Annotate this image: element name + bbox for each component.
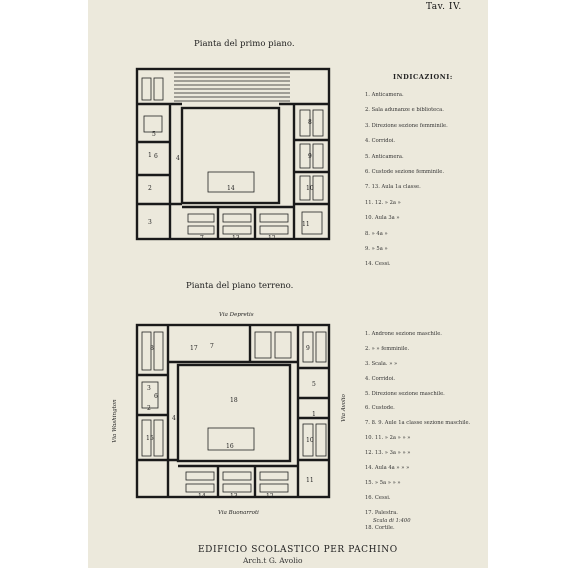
legend-item: 6. Custode sezione femminile. bbox=[365, 168, 444, 175]
legend-item: 5. Direzione sezione maschile. bbox=[365, 390, 445, 397]
street-right: Via Avolio bbox=[341, 394, 347, 422]
room-number-7-ground: 7 bbox=[210, 343, 214, 350]
legend-item: 8. » 4a » bbox=[365, 230, 388, 237]
room-number-2-ground: 2 bbox=[147, 405, 151, 412]
room-number-8-first: 8 bbox=[308, 119, 312, 126]
legend-item: 4. Corridoi. bbox=[365, 375, 396, 382]
street-bottom: Via Buonarroti bbox=[218, 510, 259, 516]
first-floor-room-numbers bbox=[148, 119, 314, 242]
ground-floor-plan bbox=[130, 320, 335, 505]
room-number-5-ground: 5 bbox=[312, 381, 316, 388]
ground-floor-title: Pianta del piano terreno. bbox=[186, 281, 294, 291]
legend-item: 12. 13. » 3a » » » bbox=[365, 450, 411, 457]
legend-item: 4. Corridoi. bbox=[365, 138, 396, 145]
legend-item: 3. Scala. » » bbox=[365, 360, 398, 367]
legend-item: 6. Custode. bbox=[365, 405, 395, 412]
legend-item: 2. Sala adunanze e biblioteca. bbox=[365, 107, 444, 114]
first-floor-terrace-hatching bbox=[174, 73, 290, 101]
room-number-3-first: 3 bbox=[148, 219, 152, 226]
first-floor-title: Pianta del primo piano. bbox=[194, 39, 295, 49]
legend-item: 5. Anticamera. bbox=[365, 153, 404, 160]
room-number-14-ground: 14 bbox=[198, 493, 206, 500]
room-number-15-ground: 15 bbox=[146, 435, 154, 442]
room-number-5-first: 5 bbox=[152, 131, 156, 138]
legend-item: 2. » » femminile. bbox=[365, 345, 410, 352]
legend-item: 7. 8. 9. Aule 1a classe sezione maschile. bbox=[365, 420, 471, 427]
room-number-16-ground: 16 bbox=[226, 443, 234, 450]
room-number-11-ground: 11 bbox=[306, 477, 314, 484]
room-number-12-first: 12 bbox=[268, 235, 276, 242]
legend-item: 10. Aula 3a » bbox=[365, 215, 400, 222]
room-number-14-first: 14 bbox=[227, 185, 235, 192]
first-floor-legend bbox=[365, 93, 448, 278]
first-floor-plan bbox=[130, 64, 335, 244]
room-number-13-ground: 13 bbox=[230, 493, 238, 500]
room-number-9-first: 9 bbox=[308, 153, 312, 160]
plate-number: Tav. IV. bbox=[426, 2, 462, 12]
room-number-7-first: 7 bbox=[200, 235, 204, 242]
legend-item: 7. 13. Aula 1a classe. bbox=[365, 184, 421, 191]
room-number-10-first: 10 bbox=[306, 185, 314, 192]
legend-item: 10. 11. » 2a » » » bbox=[365, 435, 411, 442]
legend-item: 16. Cessi. bbox=[365, 494, 391, 501]
street-top: Via Depretis bbox=[219, 312, 254, 318]
footer-architect: Arch.t G. Avolio bbox=[243, 556, 303, 565]
room-number-13-first: 13 bbox=[232, 235, 240, 242]
legend-item: 15. » 5a » » » bbox=[365, 479, 401, 486]
room-number-17-ground: 17 bbox=[190, 345, 198, 352]
footer-title: EDIFICIO SCOLASTICO PER PACHINO bbox=[198, 545, 398, 555]
scale-note: Scala di 1:400 bbox=[373, 518, 411, 524]
legend-item: 11. 12. » 2a » bbox=[365, 199, 401, 206]
room-number-18-ground: 18 bbox=[230, 397, 238, 404]
room-number-10-ground: 10 bbox=[306, 437, 314, 444]
room-number-4-first: 4 bbox=[176, 155, 180, 162]
legend-item: 1. Anticamera. bbox=[365, 92, 404, 98]
first-floor-legend-title: INDICAZIONI: bbox=[393, 73, 453, 81]
room-number-6-first: 6 bbox=[154, 153, 158, 160]
legend-item: 14. Cessi. bbox=[365, 261, 391, 268]
room-number-1-first: 1 bbox=[148, 152, 152, 159]
legend-item: 9. » 5a » bbox=[365, 245, 388, 252]
ground-floor-walls bbox=[137, 325, 329, 497]
legend-item: 14. Aula 4a » » » bbox=[365, 465, 410, 472]
street-left: Via Washington bbox=[112, 399, 118, 443]
room-number-11-first: 11 bbox=[302, 221, 310, 228]
room-number-12-ground: 12 bbox=[266, 493, 274, 500]
legend-item: 18. Cortile. bbox=[365, 524, 395, 531]
room-number-6-ground: 6 bbox=[154, 393, 158, 400]
room-number-4-ground: 4 bbox=[172, 415, 176, 422]
legend-item: 1. Androne sezione maschile. bbox=[365, 331, 442, 337]
room-number-1-ground: 1 bbox=[312, 411, 316, 418]
ground-floor-legend bbox=[365, 332, 470, 540]
room-number-2-first: 2 bbox=[148, 185, 152, 192]
room-number-9-ground: 9 bbox=[306, 345, 310, 352]
legend-item: 3. Direzione sezione femminile. bbox=[365, 122, 448, 129]
room-number-3-ground: 3 bbox=[147, 385, 151, 392]
room-number-8-ground: 8 bbox=[150, 345, 154, 352]
legend-item: 17. Palestra. bbox=[365, 509, 398, 516]
